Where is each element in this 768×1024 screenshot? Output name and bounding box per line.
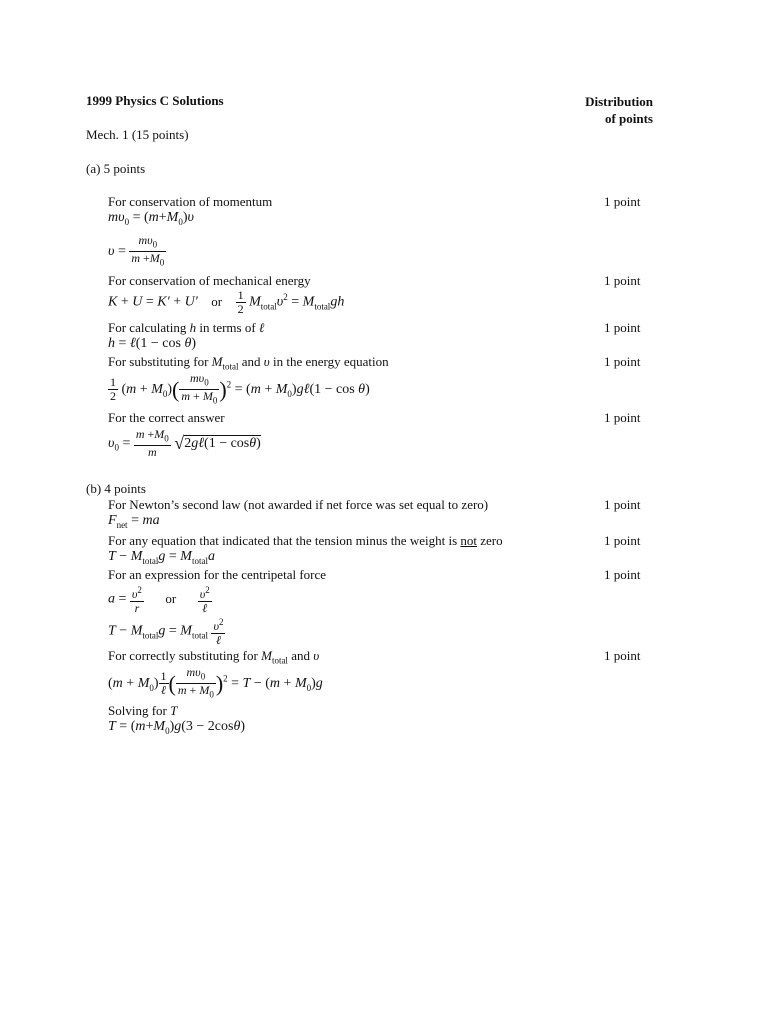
part-a-item-2-text: For conservation of mechanical energy xyxy=(108,273,311,288)
part-a-label: (a) 5 points xyxy=(86,161,146,176)
centripetal-equation: a = $\frac{\upsilon^2}{r}$ or $\frac{\upsilon^2}{\text{ℓ}}$ xyxy=(108,585,210,615)
answer-equation: $\upsilon_0$ = $\frac{m +M_0}{m}$ √2gℓ(1 − cosθ) xyxy=(108,427,261,460)
substituted-tension-equation: $(m + M_0)$ $\frac{1}{\text{ℓ}}$ ( $\frac{m\upsilon_0}{m + M_0}$ )$^2 = T - (m + M_0)g$ xyxy=(108,665,323,700)
part-b-item-1-text: For Newton’s second law (not awarded if net force was set equal to zero) xyxy=(108,497,489,512)
part-b-item-4-text: For correctly substituting for $M_{total}$ and υ xyxy=(108,648,320,666)
solving-for-t-text: Solving for T xyxy=(108,703,178,718)
or-word-a: or xyxy=(211,293,223,309)
part-a-item-1-text: For conservation of momentum xyxy=(108,194,273,209)
part-b-item-1-points: 1 point xyxy=(604,497,641,512)
part-b-item-3-text: For an expression for the centripetal force xyxy=(108,567,327,582)
substituted-energy-equation: $\frac{1}{2}$ $(m + M_0)$( $\frac{m\upsilon_0}{m + M_0}$ )$^2 = (m + M_0)g\ell(1 - \cos \theta)$ xyxy=(110,371,370,406)
part-a-item-3-text: For calculating h in terms of ℓ xyxy=(108,320,265,335)
newton-equation: $F_{net}$ = ma xyxy=(108,513,160,530)
part-b-item-3-points: 1 point xyxy=(604,567,641,582)
part-a-item-4-points: 1 point xyxy=(604,354,641,369)
problem-heading: Mech. 1 (15 points) xyxy=(86,127,189,142)
final-tension-equation: $T = (m+M_0)g(3 - 2\cos\theta)$ xyxy=(108,719,246,736)
energy-equation: K + U = K′ + U′ or $\frac{1}{2}$ $M_{total}\upsilon^2 = M_{total}gh$ xyxy=(108,288,345,316)
part-a-item-5-text: For the correct answer xyxy=(108,410,225,425)
distribution-header-line2: of points xyxy=(604,111,653,126)
tension-equation: $T - M_{total}g = M_{total}a$ xyxy=(108,549,215,566)
part-a-item-2-points: 1 point xyxy=(604,273,641,288)
part-b-item-2-text: For any equation that indicated that the tension minus the weight is not zero xyxy=(108,533,503,548)
velocity-equation: υ = $\frac{m\upsilon_0}{m +M_0}$ xyxy=(108,233,165,268)
tension-centripetal-equation: $T - M_{total}g = M_{total}$ $\frac{\upsilon^2}{\text{ℓ}}$ xyxy=(108,617,224,647)
momentum-equation: $m\upsilon_0 = (m+M_0)\upsilon$ xyxy=(108,210,194,227)
or-word-b: or xyxy=(165,590,177,606)
page-title: 1999 Physics C Solutions xyxy=(86,93,224,108)
part-a-item-4-text: For substituting for $M_{total}$ and υ in the energy equation xyxy=(108,354,389,372)
distribution-header-line1: Distribution xyxy=(585,94,653,109)
part-b-item-4-points: 1 point xyxy=(604,648,641,663)
part-b-label: (b) 4 points xyxy=(86,481,146,496)
part-b-item-2-points: 1 point xyxy=(604,533,641,548)
part-a-item-1-points: 1 point xyxy=(604,194,641,209)
height-equation: h = ℓ(1 − cos θ) xyxy=(108,336,197,351)
part-a-item-5-points: 1 point xyxy=(604,410,641,425)
part-a-item-3-points: 1 point xyxy=(604,320,641,335)
